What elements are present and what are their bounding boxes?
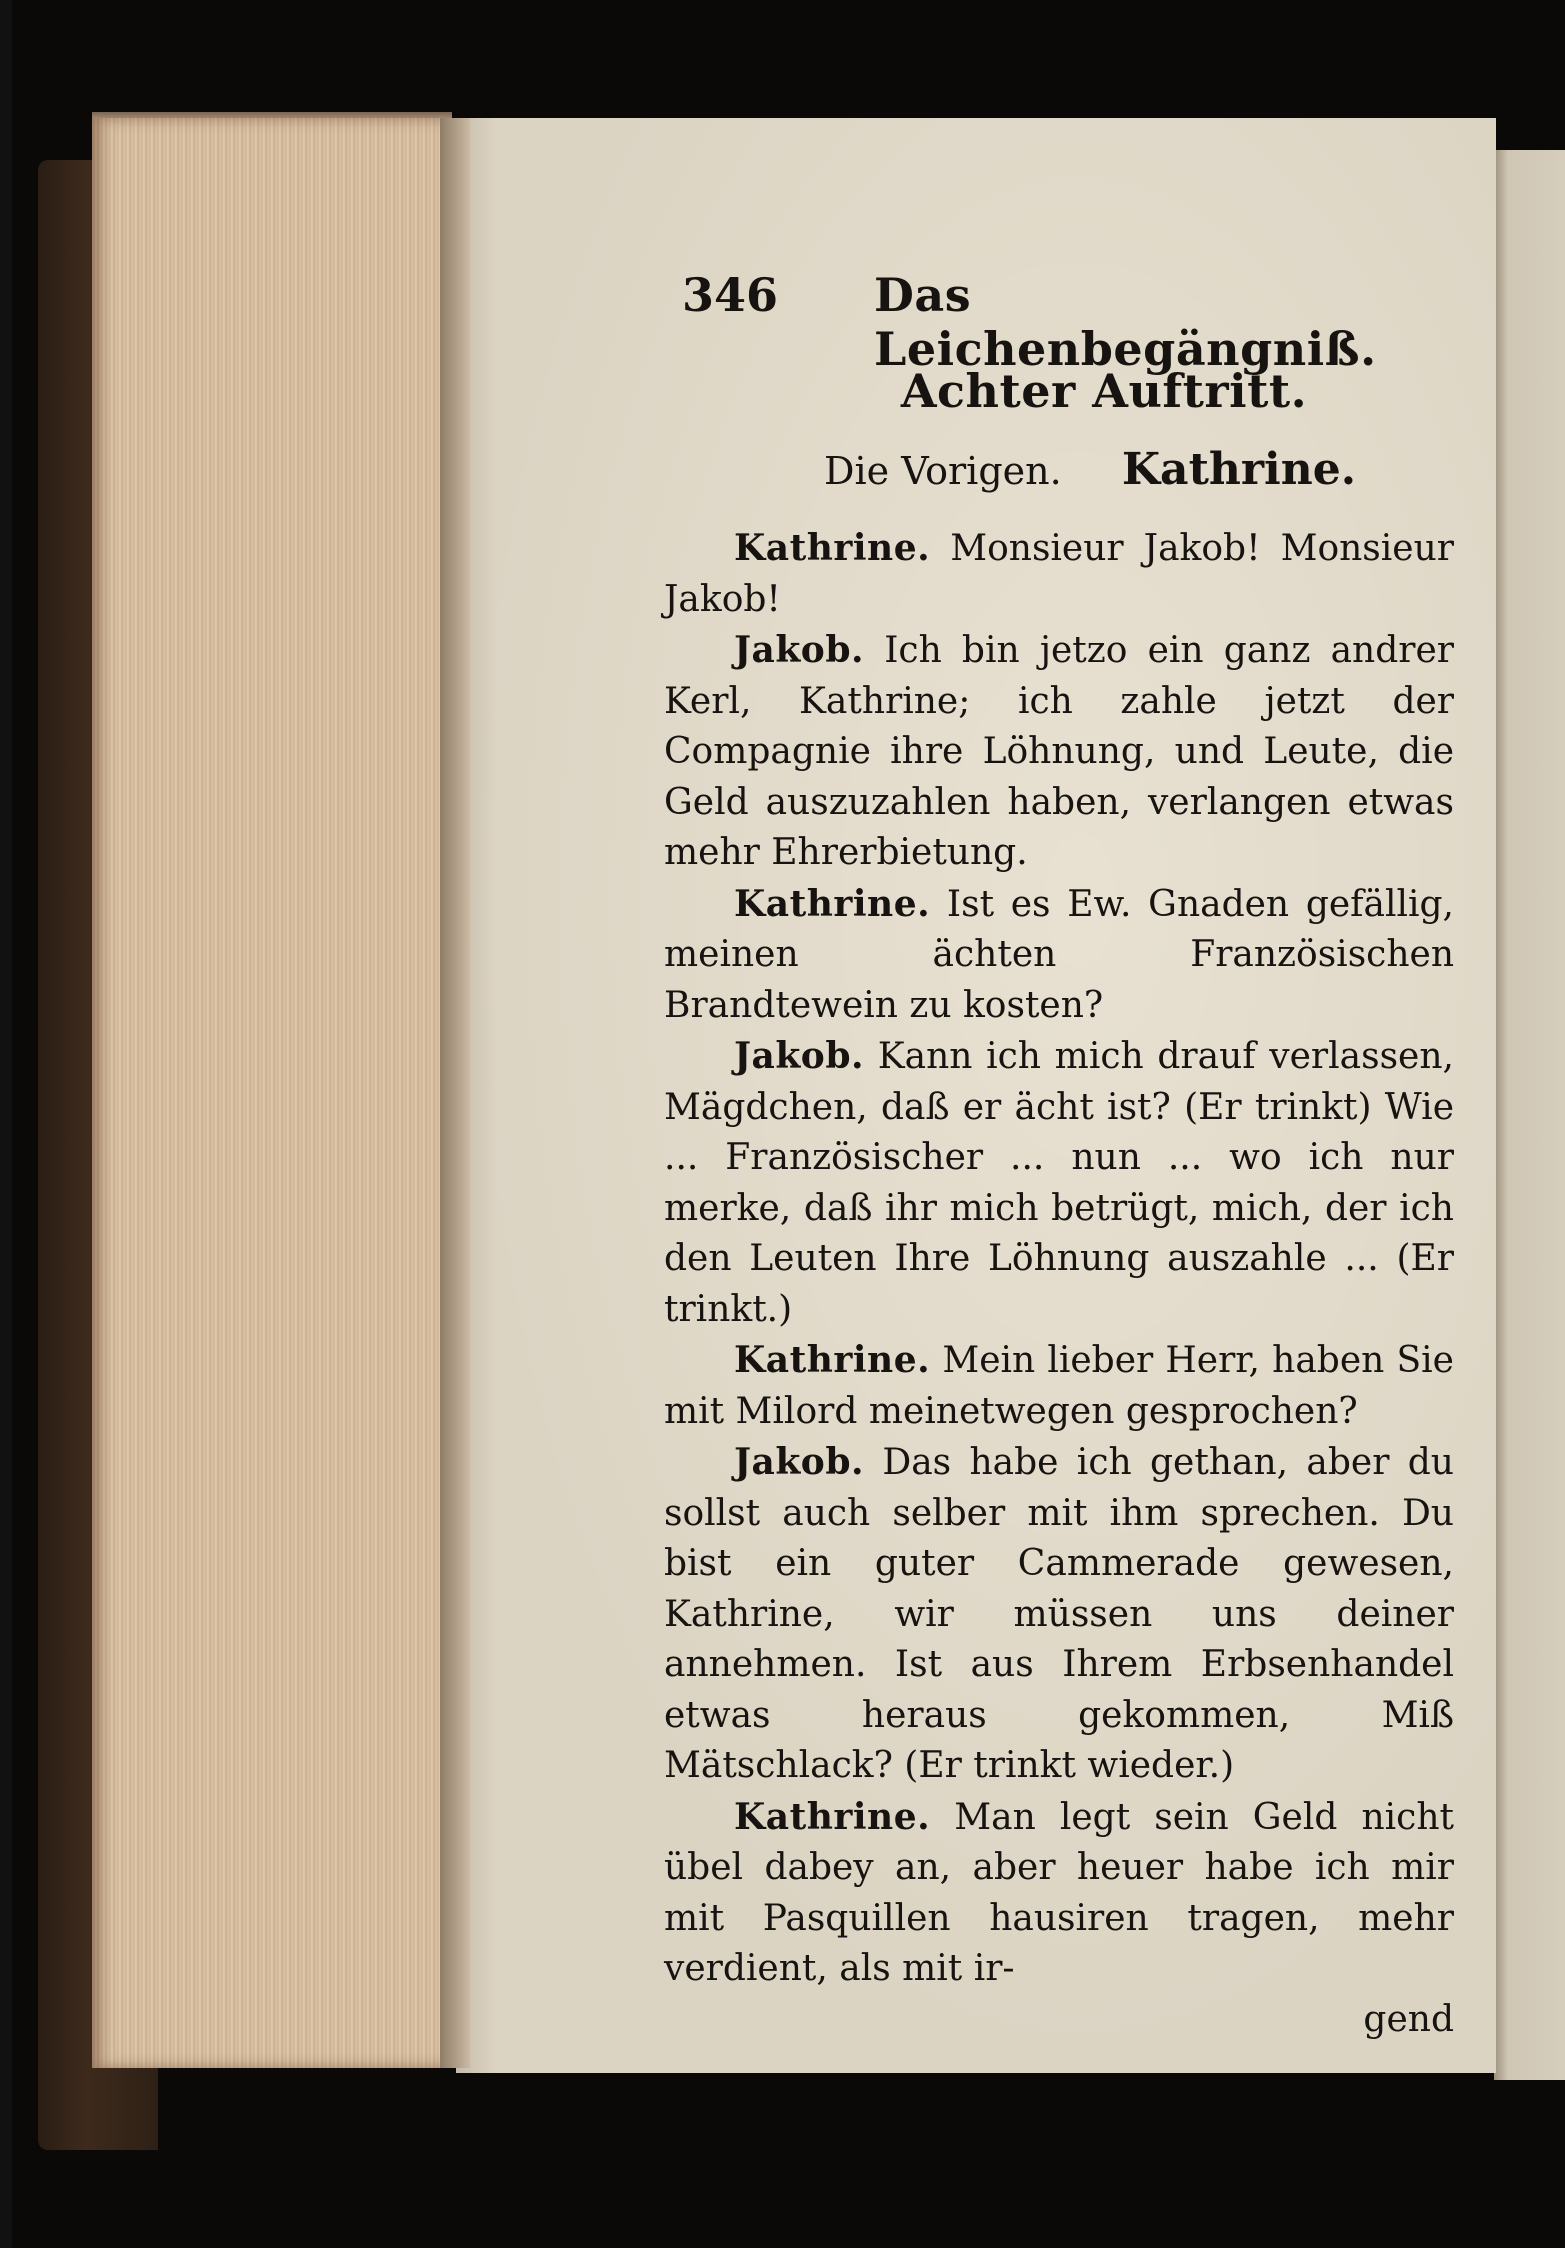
catchword: gend <box>1363 1998 1454 2040</box>
character-entry: Die Vorigen. <box>824 449 1062 493</box>
speaker-name: Jakob. <box>734 1035 865 1077</box>
dialogue-line <box>664 523 1454 625</box>
dialogue-line <box>664 1437 1454 1792</box>
character-entry: Kathrine. <box>1121 444 1357 495</box>
page-text-block <box>664 256 1454 2045</box>
dialogue-line <box>664 1031 1454 1335</box>
page-gutter <box>440 118 470 2068</box>
speech-text: Kann ich mich drauf verlassen, Mägdchen, daß er ächt ist? (Er trinkt) Wie ... Französischer ... nun ... wo ich nur merke, daß ihr mich betrügt, mich, der ich den Leuten Ihre Löhnung auszahle ... (Er trinkt.) <box>664 1036 1454 1330</box>
character-list <box>824 444 1454 495</box>
running-title: Das Leichenbegängniß. <box>874 268 1377 376</box>
speech-text: Ich bin jetzo ein ganz andrer Kerl, Kathrine; ich zahle jetzt der Compagnie ihre Löhnung, und Leute, die Geld auszuzahlen haben, verlangen etwas mehr Ehrerbietung. <box>664 630 1454 873</box>
dialogue-line <box>664 1335 1454 1437</box>
speech-text: Das habe ich gethan, aber du sollst auch selber mit ihm sprechen. Du bist ein guter Cammerade gewesen, Kathrine, wir müssen uns deiner annehmen. Ist aus Ihrem Erbsenhandel etwas heraus gekommen, Miß Mätschlack? (Er trinkt wieder.) <box>664 1442 1454 1786</box>
speaker-name: Kathrine. <box>734 1795 931 1838</box>
dialogue-line <box>664 879 1454 1032</box>
speaker-name: Kathrine. <box>734 1339 931 1381</box>
speaker-name: Jakob. <box>734 629 865 671</box>
speech-text: Ist es Ew. Gnaden gefällig, meinen ächten Französischen Brandtewein zu kosten? <box>664 883 1454 1026</box>
page-number: 346 <box>682 268 779 322</box>
speaker-name: Kathrine. <box>734 882 931 925</box>
dialogue <box>664 523 1454 2045</box>
dialogue-line <box>664 625 1454 879</box>
speech-text: Mein lieber Herr, haben Sie mit Milord meinetwegen gesprochen? <box>664 1340 1454 1432</box>
speech-text: Man legt sein Geld nicht übel dabey an, aber heuer habe ich mir mit Pasquillen hausiren tragen, mehr verdient, als mit ir- <box>664 1796 1454 1989</box>
page-edges-stack <box>92 118 452 2068</box>
speaker-name: Kathrine. <box>734 527 931 569</box>
scene-title: Achter Auftritt. <box>900 364 1308 418</box>
scan-border <box>0 0 12 2248</box>
speech-text: Monsieur Jakob! Monsieur Jakob! <box>664 528 1454 620</box>
dialogue-line <box>664 1792 1454 1995</box>
running-head <box>664 256 1454 376</box>
speaker-name: Jakob. <box>734 1441 865 1483</box>
facing-page-edge <box>1494 150 1565 2080</box>
